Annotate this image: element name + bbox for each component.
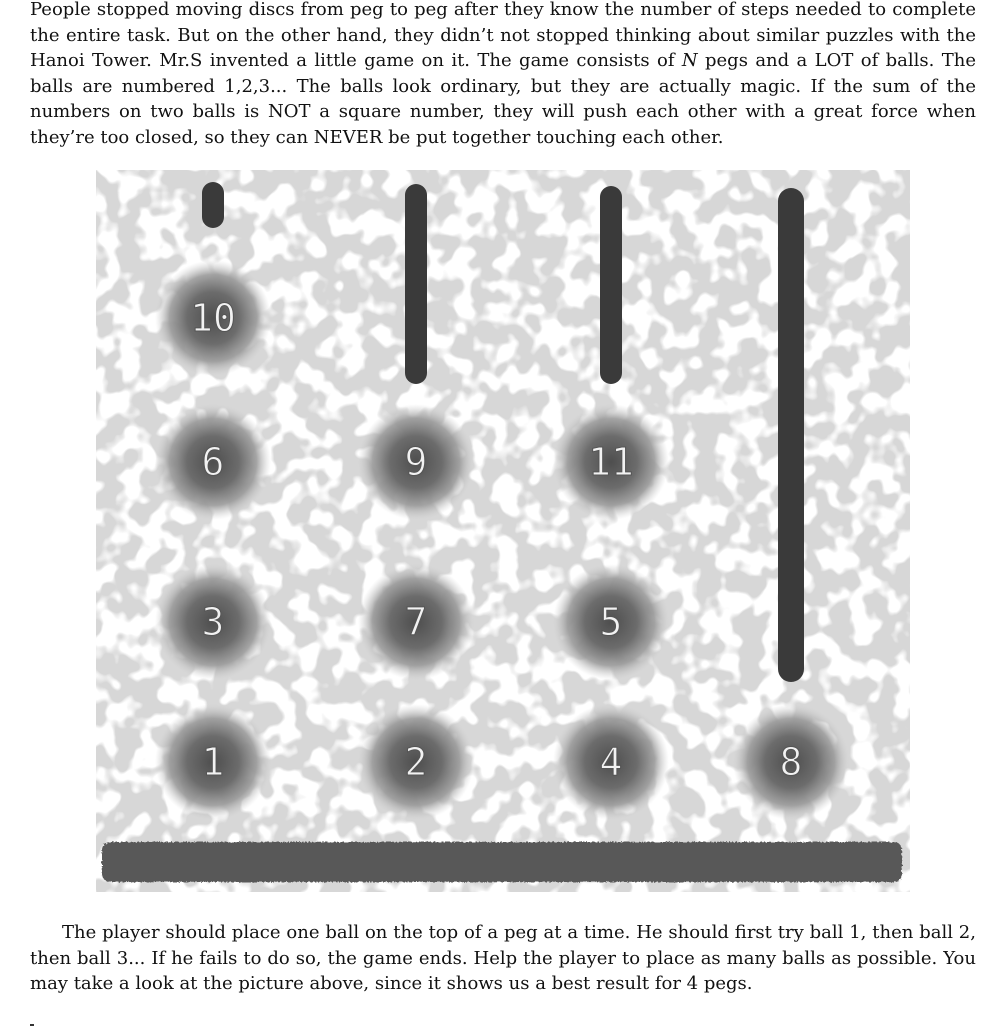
rules-paragraph: The player should place one ball on the top of a peg at a time. He should first try ball 1, then ball 2, then ball 3... If he fails to do so, the game ends. Help the player to place as many balls as possible. You may take a look at the picture above, since it shows us a best result for 4 pegs.: [30, 922, 976, 994]
ball-number: 7: [404, 600, 428, 644]
ball-number: 5: [599, 600, 623, 644]
ball-number: 11: [588, 440, 634, 484]
ball-number: 3: [201, 600, 225, 644]
peg-3-rod: [600, 186, 622, 384]
peg-2-rod: [405, 184, 427, 384]
variable-n: N: [681, 50, 698, 71]
ball-number: 4: [599, 740, 623, 784]
ball-7: [358, 564, 474, 680]
ball-number: 2: [404, 740, 428, 784]
peg-4-rod: [778, 188, 804, 682]
ball-9: [358, 404, 474, 520]
ball-number: 6: [201, 440, 225, 484]
ball-number: 1: [201, 740, 225, 784]
footer-mark: [30, 1024, 34, 1026]
hanoi-balls-figure: [96, 170, 910, 892]
ball-2: [358, 704, 474, 820]
ball-number: 10: [190, 296, 236, 340]
intro-paragraph: [30, 0, 976, 150]
ball-6: [155, 404, 271, 520]
peg-1-rod: [202, 182, 224, 228]
ball-1: [155, 704, 271, 820]
ball-4: [553, 704, 669, 820]
ball-number: 8: [779, 740, 803, 784]
ball-number: 9: [404, 440, 428, 484]
ball-11: [553, 404, 669, 520]
intro-text-a: People stopped moving discs from peg to peg after they know the number of steps needed to complete the entire task. But on the other hand, they didn’t not stopped thinking about similar puzzles with the Hanoi Tower. Mr.S invented a little game on it. The game consists of: [30, 0, 976, 71]
figure-canvas: [96, 170, 910, 892]
intro-text-b: pegs and a LOT of balls. The balls are numbered 1,2,3... The balls look ordinary, but they are actually magic. If the sum of the numbers on two balls is NOT a square number, they will push each other with a great force when they’re too closed, so they can NEVER be put together touching each other.: [30, 50, 976, 148]
ball-10: [155, 260, 271, 376]
base-board: [102, 842, 902, 882]
ball-3: [155, 564, 271, 680]
ball-8: [733, 704, 849, 820]
ball-5: [553, 564, 669, 680]
